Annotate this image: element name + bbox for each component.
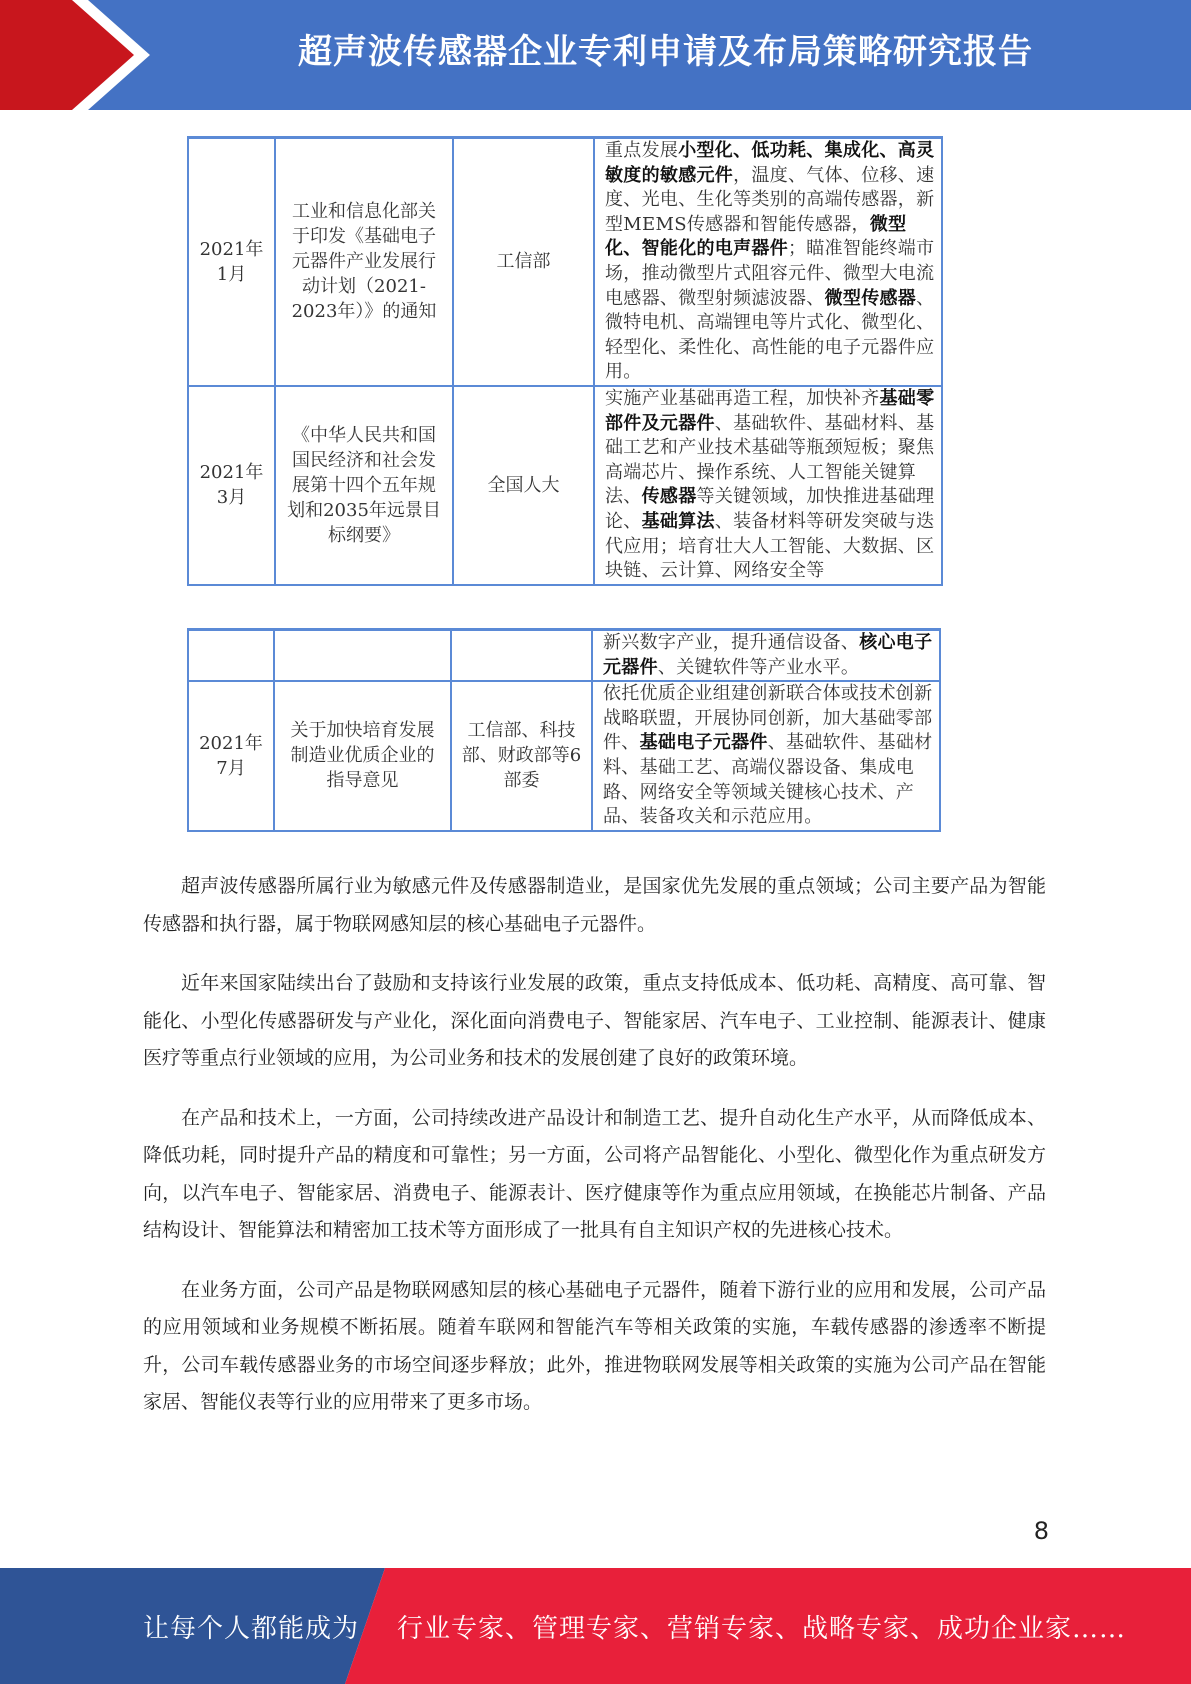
table-row bbox=[188, 386, 942, 585]
department-cell bbox=[451, 630, 592, 682]
content-cell: 依托优质企业组建创新联合体或技术创新战略联盟，开展协同创新，加大基础零部件、基础电子元器件、基础软件、基础材料、基础工艺、高端仪器设备、集成电路、网络安全等领域关键核心技术、产品、装备攻关和示范应用。 bbox=[592, 681, 940, 831]
table-row bbox=[188, 138, 942, 386]
document-cell: 工业和信息化部关于印发《基础电子元器件产业发展行动计划（2021-2023年）》的通知 bbox=[275, 138, 453, 386]
footer-slogan-right: 行业专家、管理专家、营销专家、战略专家、成功企业家…… bbox=[397, 1614, 1127, 1644]
page-header bbox=[0, 0, 1191, 110]
paragraph: 在产品和技术上，一方面，公司持续改进产品设计和制造工艺、提升自动化生产水平，从而降低成本、降低功耗，同时提升产品的精度和可靠性；另一方面，公司将产品智能化、小型化、微型化作为重点研发方向，以汽车电子、智能家居、消费电子、能源表计、医疗健康等作为重点应用领域，在换能芯片制备、产品结构设计、智能算法和精密加工技术等方面形成了一批具有自主知识产权的先进核心技术。 bbox=[143, 1106, 1046, 1241]
footer-slogan-left: 让每个人都能成为 bbox=[143, 1614, 360, 1644]
table-row bbox=[188, 681, 940, 831]
paragraph: 近年来国家陆续出台了鼓励和支持该行业发展的政策，重点支持低成本、低功耗、高精度、高可靠、智能化、小型化传感器研发与产业化，深化面向消费电子、智能家居、汽车电子、工业控制、能源表计、健康医疗等重点行业领域的应用，为公司业务和技术的发展创建了良好的政策环境。 bbox=[143, 972, 1046, 1069]
content-cell: 实施产业基础再造工程，加快补齐基础零部件及元器件、基础软件、基础材料、基础工艺和产业技术基础等瓶颈短板；聚焦高端芯片、操作系统、人工智能关键算法、传感器等关键领域，加快推进基础理论、基础算法、装备材料等研发突破与迭代应用；培育壮大人工智能、大数据、区块链、云计算、网络安全等 bbox=[594, 386, 942, 585]
body-text bbox=[143, 868, 1046, 1444]
document-cell: 关于加快培育发展制造业优质企业的指导意见 bbox=[274, 681, 451, 831]
date-cell: 2021年 7月 bbox=[188, 681, 274, 831]
report-title: 超声波传感器企业专利申请及布局策略研究报告 bbox=[298, 32, 1033, 72]
paragraph: 超声波传感器所属行业为敏感元件及传感器制造业，是国家优先发展的重点领域；公司主要产品为智能传感器和执行器，属于物联网感知层的核心基础电子元器件。 bbox=[143, 875, 1046, 935]
header-chevron-decoration bbox=[0, 0, 150, 110]
department-cell: 工信部、科技部、财政部等6部委 bbox=[451, 681, 592, 831]
date-cell: 2021年 1月 bbox=[188, 138, 275, 386]
page-footer bbox=[0, 1568, 1191, 1684]
date-cell bbox=[188, 630, 274, 682]
document-cell bbox=[274, 630, 451, 682]
content-cell: 重点发展小型化、低功耗、集成化、高灵敏度的敏感元件，温度、气体、位移、速度、光电、生化等类别的高端传感器，新型MEMS传感器和智能传感器，微型化、智能化的电声器件；瞄准智能终端市场，推动微型片式阻容元件、微型大电流电感器、微型射频滤波器、微型传感器、微特电机、高端锂电等片式化、微型化、轻型化、柔性化、高性能的电子元器件应用。 bbox=[594, 138, 942, 386]
table-row bbox=[188, 630, 940, 682]
department-cell: 全国人大 bbox=[453, 386, 594, 585]
paragraph: 在业务方面，公司产品是物联网感知层的核心基础电子元器件，随着下游行业的应用和发展，公司产品的应用领域和业务规模不断拓展。随着车联网和智能汽车等相关政策的实施，车载传感器的渗透率不断提升，公司车载传感器业务的市场空间逐步释放；此外，推进物联网发展等相关政策的实施为公司产品在智能家居、智能仪表等行业的应用带来了更多市场。 bbox=[143, 1278, 1046, 1413]
page-number: 8 bbox=[1033, 1517, 1049, 1545]
date-cell: 2021年 3月 bbox=[188, 386, 275, 585]
department-cell: 工信部 bbox=[453, 138, 594, 386]
content-cell: 新兴数字产业，提升通信设备、核心电子元器件、关键软件等产业水平。 bbox=[592, 630, 940, 682]
policy-table-part1 bbox=[187, 136, 943, 586]
document-cell: 《中华人民共和国国民经济和社会发展第十四个五年规划和2035年远景目标纲要》 bbox=[275, 386, 453, 585]
policy-table-part2 bbox=[187, 628, 941, 832]
